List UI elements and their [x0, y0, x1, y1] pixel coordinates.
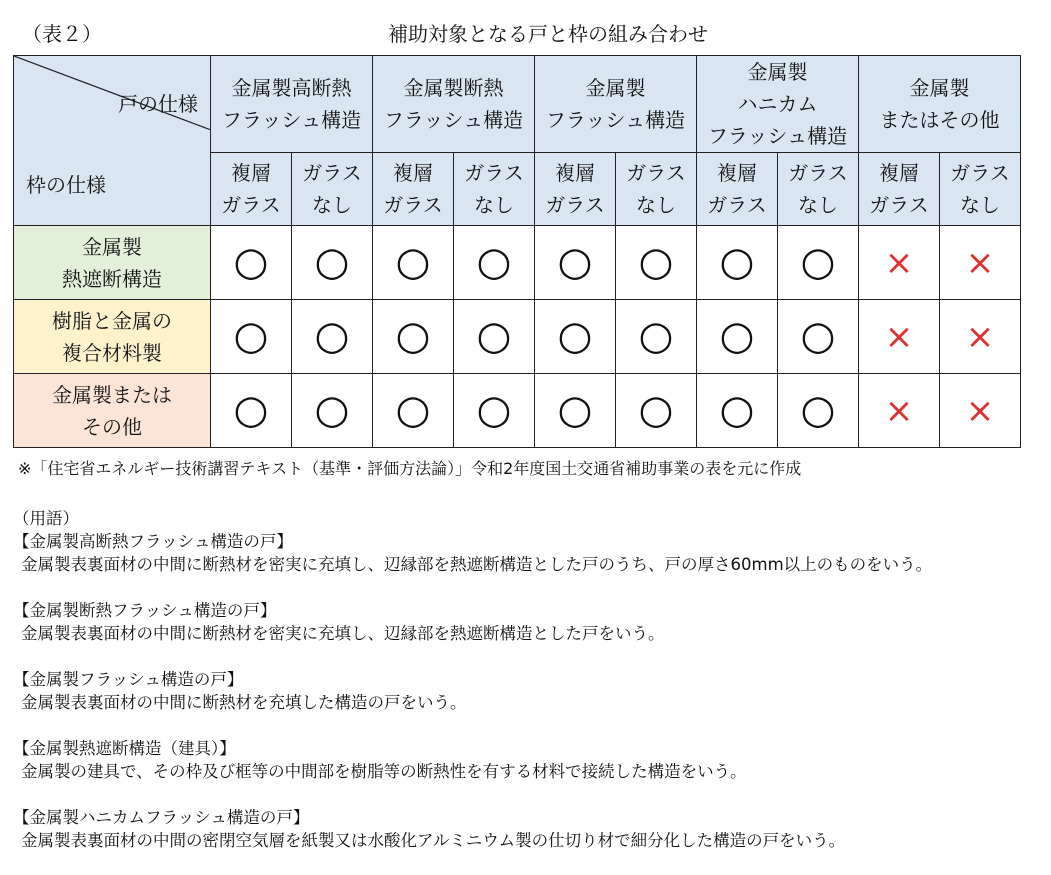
eligible-mark: ○	[314, 386, 350, 433]
door-spec-label: 戸の仕様	[118, 92, 198, 116]
eligible-mark: ○	[800, 386, 836, 433]
not-eligible-mark: ×	[965, 316, 995, 357]
mark-cell	[373, 374, 454, 448]
glass-type-header: 複層 ガラス	[697, 153, 778, 226]
glossary-definition: 金属製表裏面材の中間に断熱材を充填した構造の戸をいう。	[21, 693, 467, 712]
mark-cell	[292, 226, 373, 300]
door-type-header: 金属製 ハニカム フラッシュ構造	[697, 56, 859, 153]
mark-cell	[697, 374, 778, 448]
page-title: 補助対象となる戸と枠の組み合わせ	[388, 22, 708, 46]
glass-type-header: ガラス なし	[778, 153, 859, 226]
eligible-mark: ○	[314, 238, 350, 285]
glossary-entry	[13, 737, 932, 783]
combination-table	[13, 55, 1021, 448]
frame-type-label: 金属製または その他	[14, 374, 211, 448]
door-type-header: 金属製断熱 フラッシュ構造	[373, 56, 535, 153]
mark-cell	[454, 300, 535, 374]
glossary-entry	[13, 668, 932, 714]
mark-cell	[373, 300, 454, 374]
mark-cell	[859, 374, 940, 448]
eligible-mark: ○	[233, 238, 269, 285]
glass-type-header: ガラス なし	[292, 153, 373, 226]
eligible-mark: ○	[638, 386, 674, 433]
frame-type-label: 樹脂と金属の 複合材料製	[14, 300, 211, 374]
eligible-mark: ○	[638, 312, 674, 359]
mark-cell	[292, 374, 373, 448]
table-corner	[14, 56, 211, 226]
mark-cell	[940, 300, 1021, 374]
glass-type-header: 複層 ガラス	[373, 153, 454, 226]
door-type-header: 金属製高断熱 フラッシュ構造	[211, 56, 373, 153]
mark-cell	[940, 226, 1021, 300]
eligible-mark: ○	[638, 238, 674, 285]
eligible-mark: ○	[557, 238, 593, 285]
mark-cell	[535, 374, 616, 448]
eligible-mark: ○	[476, 312, 512, 359]
mark-cell	[211, 300, 292, 374]
glass-type-header: 複層 ガラス	[535, 153, 616, 226]
frame-spec-label: 枠の仕様	[26, 173, 106, 197]
glossary-term: 【金属製断熱フラッシュ構造の戸】	[13, 601, 277, 620]
eligible-mark: ○	[233, 386, 269, 433]
glossary-term: 【金属製熱遮断構造（建具）】	[13, 739, 236, 758]
not-eligible-mark: ×	[884, 390, 914, 431]
mark-cell	[778, 374, 859, 448]
not-eligible-mark: ×	[884, 242, 914, 283]
mark-cell	[454, 374, 535, 448]
eligible-mark: ○	[395, 238, 431, 285]
glossary-term: 【金属製ハニカムフラッシュ構造の戸】	[13, 808, 310, 827]
glass-type-header: ガラス なし	[940, 153, 1021, 226]
mark-cell	[373, 226, 454, 300]
glossary-definition: 金属製表裏面材の中間に断熱材を密実に充填し、辺縁部を熱遮断構造とした戸をいう。	[21, 624, 665, 643]
eligible-mark: ○	[233, 312, 269, 359]
not-eligible-mark: ×	[965, 242, 995, 283]
glossary	[13, 507, 932, 875]
eligible-mark: ○	[476, 386, 512, 433]
eligible-mark: ○	[395, 312, 431, 359]
eligible-mark: ○	[557, 312, 593, 359]
mark-cell	[859, 226, 940, 300]
eligible-mark: ○	[314, 312, 350, 359]
eligible-mark: ○	[800, 238, 836, 285]
mark-cell	[211, 374, 292, 448]
glossary-entry	[13, 530, 932, 576]
eligible-mark: ○	[476, 238, 512, 285]
mark-cell	[292, 300, 373, 374]
mark-cell	[778, 226, 859, 300]
not-eligible-mark: ×	[884, 316, 914, 357]
glossary-term: 【金属製フラッシュ構造の戸】	[13, 670, 244, 689]
eligible-mark: ○	[800, 312, 836, 359]
mark-cell	[616, 300, 697, 374]
glossary-definition: 金属製表裏面材の中間に断熱材を密実に充填し、辺縁部を熱遮断構造とした戸のうち、戸の厚さ60mm以上のものをいう。	[21, 555, 933, 574]
mark-cell	[616, 226, 697, 300]
door-type-header: 金属製 またはその他	[859, 56, 1021, 153]
mark-cell	[535, 300, 616, 374]
glass-type-header: ガラス なし	[454, 153, 535, 226]
eligible-mark: ○	[557, 386, 593, 433]
glass-type-header: 複層 ガラス	[859, 153, 940, 226]
glossary-entry	[13, 806, 932, 852]
glossary-term: 【金属製高断熱フラッシュ構造の戸】	[13, 532, 293, 551]
mark-cell	[778, 300, 859, 374]
glossary-definition: 金属製の建具で、その枠及び框等の中間部を樹脂等の断熱性を有する材料で接続した構造をいう。	[21, 762, 747, 781]
not-eligible-mark: ×	[965, 390, 995, 431]
glossary-heading: （用語）	[13, 509, 79, 528]
mark-cell	[535, 226, 616, 300]
mark-cell	[859, 300, 940, 374]
mark-cell	[697, 300, 778, 374]
mark-cell	[211, 226, 292, 300]
eligible-mark: ○	[719, 386, 755, 433]
door-type-header: 金属製 フラッシュ構造	[535, 56, 697, 153]
glass-type-header: 複層 ガラス	[211, 153, 292, 226]
eligible-mark: ○	[395, 386, 431, 433]
mark-cell	[616, 374, 697, 448]
mark-cell	[697, 226, 778, 300]
table-label: （表２）	[22, 22, 102, 46]
mark-cell	[454, 226, 535, 300]
eligible-mark: ○	[719, 238, 755, 285]
frame-type-label: 金属製 熱遮断構造	[14, 226, 211, 300]
glass-type-header: ガラス なし	[616, 153, 697, 226]
mark-cell	[940, 374, 1021, 448]
source-note: ※「住宅省エネルギー技術講習テキスト（基準・評価方法論）」令和2年度国土交通省補助事業の表を元に作成	[18, 459, 802, 478]
glossary-entry	[13, 599, 932, 645]
eligible-mark: ○	[719, 312, 755, 359]
glossary-definition: 金属製表裏面材の中間の密閉空気層を紙製又は水酸化アルミニウム製の仕切り材で細分化した構造の戸をいう。	[21, 831, 846, 850]
